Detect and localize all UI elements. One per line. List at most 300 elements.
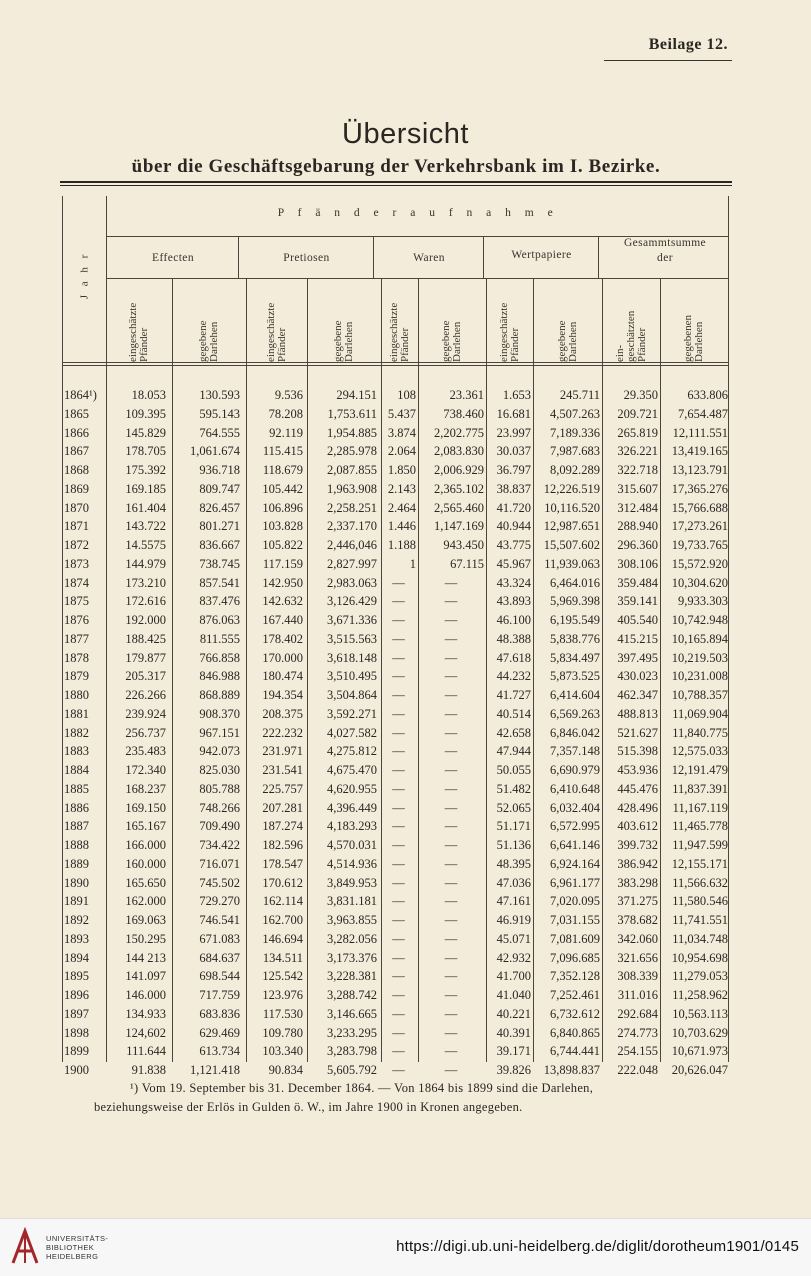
table-cell: 7,081.609 — [550, 931, 600, 946]
table-cell: 1.653 — [502, 388, 531, 402]
subheader-line: gegebene — [197, 320, 209, 362]
table-cell: 11,840.775 — [672, 725, 728, 740]
table-cell: 142.950 — [262, 575, 303, 590]
table-cell: — — [392, 819, 405, 834]
year-cell: 1883 — [64, 744, 89, 759]
table-cell: 2,285.978 — [327, 444, 377, 459]
table-cell: 178.402 — [262, 631, 303, 646]
table-cell: 633.806 — [687, 388, 728, 402]
table-cell: 39.171 — [496, 1044, 531, 1059]
subheader-line: Pfänder — [508, 327, 521, 362]
table-cell: — — [444, 988, 458, 1002]
year-cell: 1866 — [64, 425, 89, 440]
table-cell: 3,288.742 — [327, 988, 377, 1002]
table-cell: 43.893 — [496, 594, 531, 609]
permalink-url[interactable]: https://digi.ub.uni-heidelberg.de/diglit/dorotheum1901/0145 — [396, 1238, 799, 1255]
table-cell: 3,618.148 — [327, 650, 377, 665]
table-cell: 124,602 — [125, 1025, 166, 1040]
header-waren: Waren — [413, 252, 445, 264]
table-cell: 453.936 — [617, 763, 658, 777]
table-cell: 10,165.894 — [671, 631, 728, 646]
table-cell: 2,083.830 — [434, 444, 484, 459]
table-cell: 6,840.865 — [550, 1025, 600, 1040]
group-divider — [373, 236, 374, 278]
table-cell: 3,283.798 — [327, 1044, 377, 1059]
table-cell: 748.266 — [199, 800, 240, 815]
table-cell: 1.188 — [387, 538, 416, 552]
table-cell: 6,572.995 — [550, 819, 600, 834]
supplement-label: Beilage 12. — [648, 36, 728, 53]
year-cell: 1878 — [64, 650, 89, 665]
table-cell: 7,654.487 — [678, 406, 728, 421]
table-cell: 41.700 — [496, 969, 531, 984]
table-cell: 4,027.582 — [327, 725, 377, 740]
table-cell: 942.073 — [199, 744, 240, 759]
table-cell: 11,939.063 — [544, 556, 600, 571]
table-cell: 17,365.276 — [671, 481, 728, 496]
subheader-line: eingeschätzte — [264, 302, 277, 362]
table-cell: — — [444, 594, 458, 609]
table-cell: 23.361 — [449, 388, 484, 402]
table-cell: 3,592.271 — [327, 706, 377, 721]
table-cell: 170.000 — [262, 650, 303, 665]
table-cell: 4,275.812 — [327, 744, 377, 759]
table-cell: 7,031.155 — [550, 913, 600, 927]
table-cell: 3,849.953 — [327, 875, 377, 890]
subheader-ges-a — [613, 282, 649, 362]
table-cell: 738.460 — [443, 406, 484, 421]
table-cell: 11,279.053 — [672, 969, 728, 984]
table-cell: 11,258.962 — [672, 988, 728, 1002]
pfaender-header-rule — [106, 236, 728, 237]
table-cell: 235.483 — [125, 744, 166, 759]
table-cell: 19,733.765 — [671, 538, 728, 552]
table-cell: 1,954.885 — [327, 425, 377, 440]
table-cell: 3,233.295 — [327, 1025, 377, 1040]
year-cell: 1877 — [64, 631, 89, 646]
table-cell: 321.656 — [617, 950, 658, 965]
table-cell: 175.392 — [125, 463, 166, 477]
table-cell: 2,337.170 — [327, 519, 377, 534]
table-cell: 3,671.336 — [327, 613, 377, 627]
table-cell: 123.976 — [262, 988, 303, 1002]
table-cell: 462.347 — [617, 688, 658, 702]
table-cell: 13,123.791 — [671, 463, 728, 477]
table-cell: 222.232 — [262, 725, 303, 740]
table-cell: 315.607 — [617, 481, 658, 496]
table-cell: 11,580.546 — [672, 894, 728, 909]
table-cell: 2,565.460 — [434, 500, 484, 515]
table-cell: 47.161 — [496, 894, 531, 909]
table-cell: 44.232 — [496, 669, 531, 684]
table-cell: 162.000 — [125, 894, 166, 909]
table-cell: 936.718 — [199, 463, 240, 477]
table-cell: — — [444, 1006, 458, 1021]
column-header-rule-double — [62, 365, 728, 366]
table-cell: 144 213 — [125, 950, 166, 965]
table-cell: 161.404 — [125, 500, 166, 515]
table-cell: 4,183.293 — [327, 819, 377, 834]
table-cell: 13,898.837 — [543, 1063, 600, 1077]
year-cell: 1888 — [64, 838, 89, 852]
table-cell: 415.215 — [617, 631, 658, 646]
table-cell: 91.838 — [131, 1063, 166, 1077]
table-cell: — — [444, 669, 458, 684]
header-gesammtsumme: Gesammtsumme — [623, 237, 707, 249]
table-cell: 42.658 — [496, 725, 531, 740]
table-cell: 23.997 — [496, 425, 531, 440]
table-cell: 4,396.449 — [327, 800, 377, 815]
table-cell: 111.644 — [126, 1044, 166, 1059]
table-cell: 811.555 — [199, 631, 240, 646]
table-cell: — — [392, 950, 405, 965]
table-cell: 41.040 — [496, 988, 531, 1002]
year-cell: 1896 — [64, 988, 89, 1002]
table-cell: 125.542 — [262, 969, 303, 984]
table-cell: 2,087.855 — [327, 463, 377, 477]
table-right-border — [728, 196, 729, 1062]
subheader-line: Darlehen — [693, 321, 705, 362]
table-cell: 142.632 — [262, 594, 303, 609]
table-cell: — — [392, 969, 405, 984]
year-cell: 1887 — [64, 819, 89, 834]
table-cell: 172.340 — [125, 763, 166, 777]
table-cell: — — [392, 650, 405, 665]
table-cell: — — [444, 800, 458, 815]
table-cell: 826.457 — [199, 500, 240, 515]
table-cell: 445.476 — [617, 781, 658, 796]
group-divider-right — [598, 236, 599, 278]
table-cell: 488.813 — [617, 706, 658, 721]
table-cell: — — [392, 781, 405, 796]
header-effecten: Effecten — [152, 252, 194, 264]
table-cell: 12,191.479 — [671, 763, 728, 777]
table-cell: 10,671.973 — [671, 1044, 728, 1059]
year-cell: 1867 — [64, 444, 89, 459]
page-subtitle: über die Geschäftsgebarung der Verkehrsbank im I. Bezirke. — [131, 156, 661, 177]
subheader-line: eingeschätzte — [387, 302, 400, 362]
table-cell: 162.114 — [262, 894, 303, 909]
table-cell: 51.171 — [496, 819, 531, 834]
table-cell: 45.071 — [496, 931, 531, 946]
table-cell: 1,963.908 — [327, 481, 377, 496]
table-cell: 12,575.033 — [671, 744, 728, 759]
subheader-line: Pfänder — [398, 327, 411, 362]
table-cell: 167.440 — [262, 613, 303, 627]
table-cell: 39.826 — [496, 1063, 531, 1077]
table-cell: 397.495 — [617, 650, 658, 665]
table-cell: 245.711 — [559, 388, 600, 402]
table-cell: 192.000 — [125, 613, 166, 627]
table-cell: — — [444, 725, 458, 740]
table-cell: — — [392, 800, 405, 815]
table-cell: 684.637 — [199, 950, 240, 965]
table-cell: 10,116.520 — [544, 500, 600, 515]
table-cell: 43.775 — [496, 538, 531, 552]
table-cell: — — [392, 1044, 405, 1059]
table-cell: 11,465.778 — [672, 819, 728, 834]
table-cell: 846.988 — [199, 669, 240, 684]
table-cell: 109.395 — [125, 406, 166, 421]
year-cell: 1898 — [64, 1025, 89, 1040]
table-cell: 857.541 — [199, 575, 240, 590]
table-cell: 47.618 — [496, 650, 531, 665]
table-cell: 371.275 — [617, 894, 658, 909]
year-cell: 1897 — [64, 1006, 89, 1021]
library-name-line-1: UNIVERSITÄTS- — [46, 1234, 109, 1243]
table-cell: — — [392, 613, 405, 627]
table-cell: — — [444, 575, 458, 590]
table-cell: 179.877 — [125, 650, 166, 665]
table-cell: — — [392, 631, 405, 646]
table-cell: 40.391 — [496, 1025, 531, 1040]
table-cell: 2,983.063 — [327, 575, 377, 590]
table-cell: 3,831.181 — [327, 894, 377, 909]
table-cell: 256.737 — [125, 725, 166, 740]
year-cell: 1879 — [64, 669, 89, 684]
table-cell: 6,924.164 — [550, 856, 600, 871]
table-cell: — — [392, 744, 405, 759]
subheader-line: Pfänder — [138, 327, 150, 362]
table-cell: 178.547 — [262, 856, 303, 871]
table-cell: 231.541 — [262, 763, 303, 777]
table-cell: 106.896 — [262, 500, 303, 515]
table-cell: — — [392, 575, 405, 590]
table-cell: 312.484 — [617, 500, 658, 515]
table-cell: 359.141 — [617, 594, 658, 609]
table-cell: 698.544 — [199, 969, 240, 984]
table-cell: 10,703.629 — [671, 1025, 728, 1040]
table-cell: 764.555 — [199, 425, 240, 440]
subheader-line: eingeschätzte — [127, 302, 139, 362]
table-cell: 5,969.398 — [550, 594, 600, 609]
table-cell: 47.036 — [496, 875, 531, 890]
table-cell: 5,873.525 — [550, 669, 600, 684]
table-cell: 12,226.519 — [543, 481, 600, 496]
table-cell: 141.097 — [125, 969, 166, 984]
table-cell: 239.924 — [125, 706, 166, 721]
subheader-line: gegebene — [555, 320, 568, 362]
table-cell: — — [444, 875, 458, 890]
table-cell: 169.150 — [125, 800, 166, 815]
table-cell: 2.464 — [387, 500, 416, 515]
table-cell: 118.679 — [262, 463, 303, 477]
table-cell: — — [444, 1044, 458, 1059]
table-cell: 729.270 — [199, 894, 240, 909]
table-cell: 117.159 — [262, 556, 303, 571]
table-cell: 146.000 — [125, 988, 166, 1002]
table-cell: — — [392, 1025, 405, 1040]
table-cell: 30.037 — [496, 444, 531, 459]
year-cell: 1895 — [64, 969, 89, 984]
table-cell: 521.627 — [617, 725, 658, 740]
table-cell: — — [444, 706, 458, 721]
table-cell: 399.732 — [617, 838, 658, 852]
table-cell: 734.422 — [199, 838, 240, 852]
table-cell: 46.100 — [496, 613, 531, 627]
table-cell: 208.375 — [262, 706, 303, 721]
table-cell: 168.237 — [125, 781, 166, 796]
table-cell: — — [392, 725, 405, 740]
group-divider — [483, 236, 484, 278]
table-cell: — — [444, 1025, 458, 1040]
year-cell: 1886 — [64, 800, 89, 815]
table-cell: 308.106 — [617, 556, 658, 571]
table-cell: 386.942 — [617, 856, 658, 871]
table-cell: — — [444, 950, 458, 965]
table-cell: 6,032.404 — [550, 800, 600, 815]
table-cell: 10,788.357 — [671, 688, 728, 702]
table-cell: 342.060 — [617, 931, 658, 946]
table-cell: 42.932 — [496, 950, 531, 965]
table-cell: — — [392, 838, 405, 852]
supplement-underline — [604, 60, 732, 61]
table-cell: 7,352.128 — [550, 969, 600, 984]
table-cell: 5,834.497 — [550, 650, 600, 665]
subheader-pre-b — [326, 282, 362, 362]
year-cell: 1885 — [64, 781, 89, 796]
table-cell: 683.836 — [199, 1006, 240, 1021]
table-cell: 359.484 — [617, 575, 658, 590]
table-cell: 178.705 — [125, 444, 166, 459]
table-cell: 7,252.461 — [550, 988, 600, 1002]
table-cell: 6,414.604 — [550, 688, 600, 702]
table-cell: 809.747 — [199, 481, 240, 496]
title-rule-thick — [60, 181, 732, 183]
subheader-line: gegebene — [332, 320, 344, 362]
table-cell: 10,563.113 — [672, 1006, 728, 1021]
subheader-line: Darlehen — [451, 321, 463, 362]
table-cell: 105.822 — [262, 538, 303, 552]
table-cell: — — [392, 688, 405, 702]
table-cell: 51.136 — [496, 838, 531, 852]
table-cell: 15,766.688 — [671, 500, 728, 515]
table-cell: 9,933.303 — [678, 594, 728, 609]
year-cell: 1872 — [64, 538, 89, 552]
table-cell: 225.757 — [262, 781, 303, 796]
year-cell: 1890 — [64, 875, 89, 890]
table-cell: 11,069.904 — [672, 706, 728, 721]
table-cell: 3,126.429 — [327, 594, 377, 609]
header-jahr: J a h r — [78, 251, 91, 300]
table-cell: — — [392, 913, 405, 927]
table-cell: 943.450 — [443, 538, 484, 552]
table-cell: 613.734 — [199, 1044, 240, 1059]
table-cell: 6,732.612 — [550, 1006, 600, 1021]
table-cell: 1,147.169 — [434, 519, 484, 534]
table-cell: 717.759 — [199, 988, 240, 1002]
table-cell: 166.000 — [125, 838, 166, 852]
table-cell: 10,304.620 — [671, 575, 728, 590]
year-cell: 1889 — [64, 856, 89, 871]
table-cell: 162.700 — [262, 913, 303, 927]
table-cell: 3.874 — [387, 425, 416, 440]
table-cell: 41.720 — [496, 500, 531, 515]
table-cell: — — [444, 763, 458, 777]
table-cell: 3,146.665 — [327, 1006, 377, 1021]
year-cell: 1880 — [64, 688, 89, 702]
year-cell: 1871 — [64, 519, 89, 534]
table-cell: 6,846.042 — [550, 725, 600, 740]
table-cell: — — [444, 688, 458, 702]
table-cell: 595.143 — [199, 406, 240, 421]
table-cell: 308.339 — [617, 969, 658, 984]
subheader-pre-a — [259, 282, 295, 362]
table-cell: 170.612 — [262, 875, 303, 890]
table-cell: 2.064 — [387, 444, 416, 459]
table-cell: 165.167 — [125, 819, 166, 834]
table-cell: 403.612 — [617, 819, 658, 834]
footnote-line-2: beziehungsweise der Erlös in Gulden ö. W., im Jahre 1900 in Kronen angegeben. — [94, 1100, 523, 1114]
table-cell: 1.446 — [387, 519, 416, 534]
table-cell: 10,742.948 — [671, 613, 728, 627]
table-cell: 144.979 — [125, 556, 166, 571]
table-cell: 6,744.441 — [550, 1044, 600, 1059]
table-cell: 868.889 — [199, 688, 240, 702]
table-cell: 150.295 — [125, 931, 166, 946]
table-cell: 4,570.031 — [327, 838, 377, 852]
table-cell: — — [444, 613, 458, 627]
table-cell: 90.834 — [268, 1063, 303, 1077]
library-name-line-2: BIBLIOTHEK — [46, 1243, 95, 1252]
table-cell: 254.155 — [617, 1044, 658, 1059]
table-cell: — — [392, 763, 405, 777]
table-cell: 1,061.674 — [190, 444, 240, 459]
table-cell: — — [392, 669, 405, 684]
table-cell: 226.266 — [125, 688, 166, 702]
table-cell: 7,189.336 — [550, 425, 600, 440]
table-cell: 825.030 — [199, 763, 240, 777]
table-cell: 48.388 — [496, 631, 531, 646]
table-cell: — — [444, 931, 458, 946]
table-cell: 671.083 — [199, 931, 240, 946]
page-title: Übersicht — [342, 118, 469, 150]
subheader-ges-b — [676, 282, 712, 362]
table-cell: 3,282.056 — [327, 931, 377, 946]
year-cell: 1893 — [64, 931, 89, 946]
year-cell: 1876 — [64, 613, 89, 627]
table-cell: 1,121.418 — [190, 1063, 240, 1077]
table-cell: — — [392, 931, 405, 946]
subheader-line: gegebenen — [682, 314, 694, 362]
table-cell: 745.502 — [199, 875, 240, 890]
table-cell: 6,690.979 — [550, 763, 600, 777]
table-cell: 182.596 — [262, 838, 303, 852]
year-cell: 1864¹) — [64, 388, 97, 402]
table-cell: 274.773 — [617, 1025, 658, 1040]
table-cell: 6,641.146 — [550, 838, 600, 852]
table-cell: 11,947.599 — [672, 838, 728, 852]
table-cell: 205.317 — [125, 669, 166, 684]
table-cell: 746.541 — [199, 913, 240, 927]
subheader-wer-b — [550, 282, 586, 362]
table-cell: 7,020.095 — [550, 894, 600, 909]
table-cell: 40.221 — [496, 1006, 531, 1021]
table-cell: 29.350 — [623, 388, 658, 402]
table-cell: 108 — [397, 388, 416, 402]
table-cell: 311.016 — [617, 988, 658, 1002]
table-cell: 908.370 — [199, 706, 240, 721]
table-cell: 5.437 — [387, 406, 416, 421]
table-cell: 2,006.929 — [434, 463, 484, 477]
table-cell: 10,954.698 — [671, 950, 728, 965]
table-cell: 7,357.148 — [550, 744, 600, 759]
table-cell: 12,111.551 — [672, 425, 728, 440]
table-cell: 2,365.102 — [434, 481, 484, 496]
table-cell: 45.967 — [496, 556, 531, 571]
table-cell: 12,155.171 — [671, 856, 728, 871]
table-cell: 6,195.549 — [550, 613, 600, 627]
